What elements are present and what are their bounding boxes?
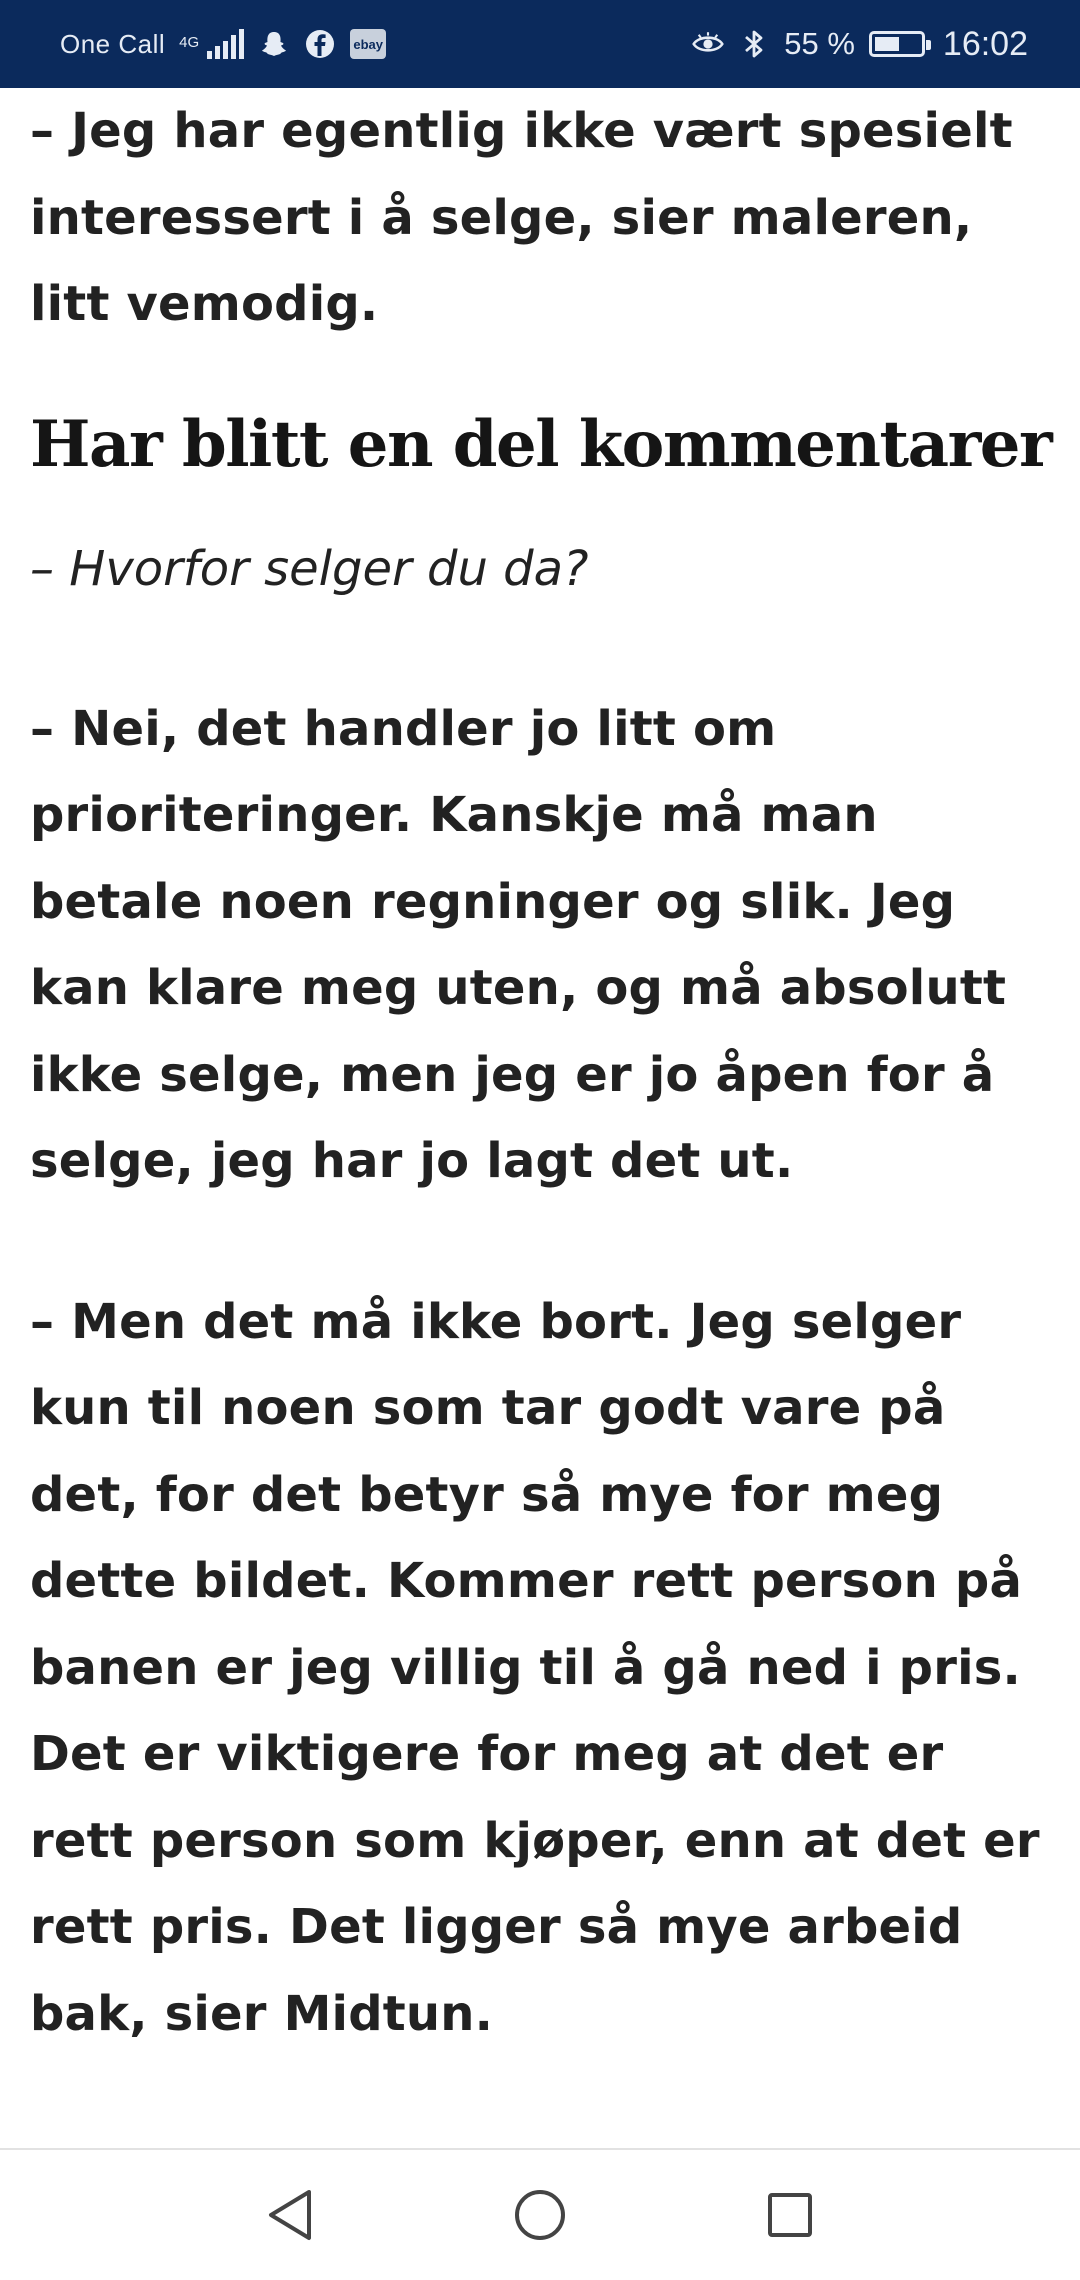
article-paragraph: – Men det må ikke bort. Jeg selger kun til noen som tar godt vare på det, for det betyr så mye for meg dette bildet. Kommer rett person på banen er jeg villig til å gå ned i pris. Det er viktigere for meg at det er rett person som kjøper, enn at det er rett pris. Det ligger så mye arbeid bak, sier Midtun. bbox=[30, 1293, 1040, 2042]
battery-percent: 55 % bbox=[784, 26, 855, 61]
navigation-bar bbox=[0, 2148, 1080, 2280]
ebay-label: ebay bbox=[353, 36, 383, 52]
carrier-name: One Call bbox=[60, 28, 166, 59]
bluetooth-icon bbox=[738, 28, 770, 60]
snapchat-icon bbox=[258, 28, 290, 60]
battery-icon bbox=[869, 31, 925, 57]
network-type-label: 4G bbox=[179, 33, 200, 51]
network-type bbox=[179, 35, 199, 50]
article-body bbox=[30, 88, 1060, 2057]
article-paragraph: – Nei, det handler jo litt om prioriteringer. Kanskje må man betale noen regninger og slik. Jeg kan klare meg uten, og må absolutt ikke selge, men jeg er jo åpen for å selge, jeg har jo lagt det ut. bbox=[30, 700, 1007, 1189]
article-paragraph: – Jeg har egentlig ikke vært spesielt interessert i å selge, sier maleren, litt vemodig. bbox=[30, 103, 1013, 332]
status-right bbox=[692, 25, 1028, 64]
facebook-icon bbox=[304, 28, 336, 60]
eye-comfort-icon bbox=[692, 28, 724, 60]
home-icon[interactable] bbox=[510, 2185, 570, 2245]
recents-icon[interactable] bbox=[760, 2185, 820, 2245]
interview-question: – Hvorfor selger du da? bbox=[30, 540, 589, 597]
status-bar bbox=[0, 0, 1080, 88]
status-left bbox=[60, 28, 386, 60]
back-icon[interactable] bbox=[260, 2185, 320, 2245]
ebay-icon bbox=[350, 29, 386, 59]
battery-fill bbox=[875, 37, 899, 51]
clock: 16:02 bbox=[942, 24, 1028, 63]
section-heading: Har blitt en del kommentarer bbox=[30, 406, 1052, 482]
signal-icon bbox=[207, 29, 244, 59]
